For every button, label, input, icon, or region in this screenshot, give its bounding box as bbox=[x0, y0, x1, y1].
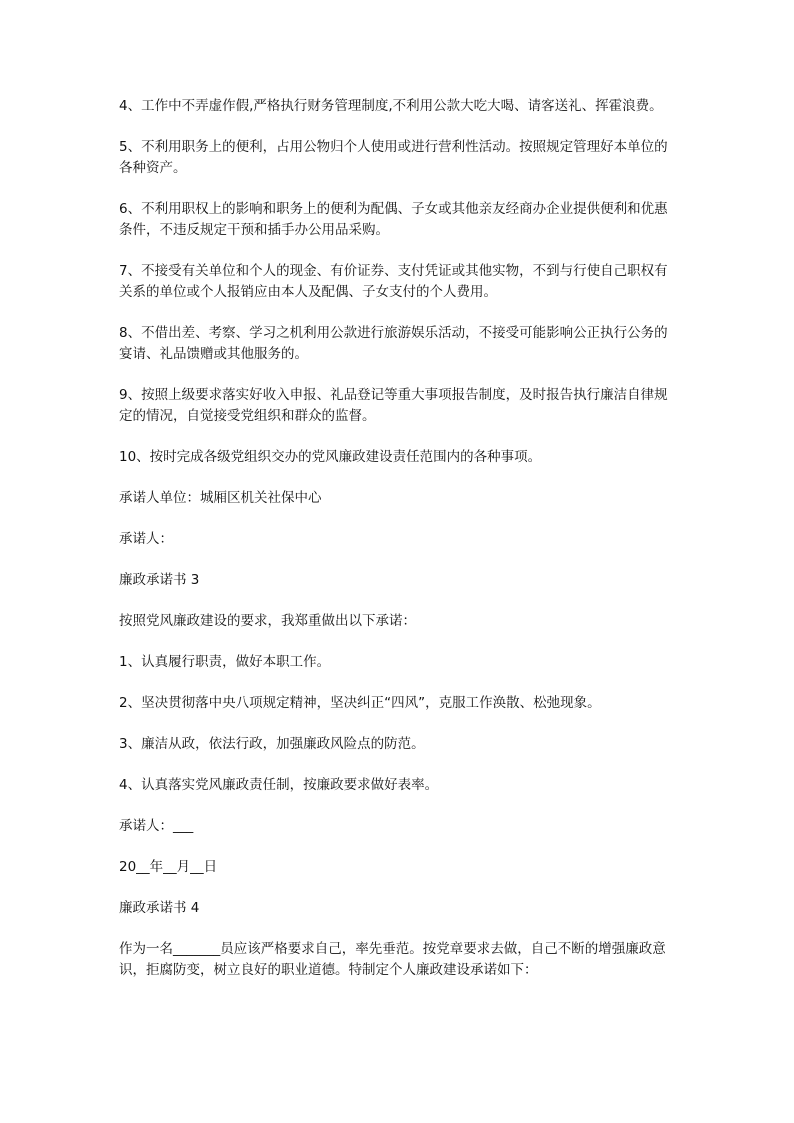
closing-intro-paragraph: 作为一名_______员应该严格要求自己，率先垂范。按党章要求去做，自己不断的增强廉政意识，拒腐防变，树立良好的职业道德。特制定个人廉政建设承诺如下： bbox=[119, 941, 666, 978]
promisor-line: 承诺人： bbox=[119, 531, 173, 547]
clause-5-paragraph: 5、不利用职务上的便利，占用公物归个人使用或进行营利性活动。按照规定管理好本单位的各种资产。 bbox=[119, 139, 668, 176]
clause-8-paragraph: 8、不借出差、考察、学习之机利用公款进行旅游娱乐活动，不接受可能影响公正执行公务的宴请、礼品馈赠或其他服务的。 bbox=[119, 325, 668, 362]
date-line: 20__年__月__日 bbox=[119, 859, 218, 875]
pledge-item-1: 1、认真履行职责，做好本职工作。 bbox=[119, 654, 331, 670]
signature-line: 承诺人：___ bbox=[119, 818, 194, 834]
section-heading-4: 廉政承诺书 4 bbox=[119, 900, 200, 916]
clause-9-paragraph: 9、按照上级要求落实好收入申报、礼品登记等重大事项报告制度，及时报告执行廉洁自律规定的情况，自觉接受党组织和群众的监督。 bbox=[119, 387, 668, 424]
pledge-item-2: 2、坚决贯彻落中央八项规定精神，坚决纠正“四风”，克服工作涣散、松弛现象。 bbox=[119, 695, 601, 711]
document-body bbox=[119, 96, 679, 1001]
clause-7-paragraph: 7、不接受有关单位和个人的现金、有价证券、支付凭证或其他实物，不到与行使自己职权有关系的单位或个人报销应由本人及配偶、子女支付的个人费用。 bbox=[119, 263, 668, 300]
clause-4-paragraph: 4、工作中不弄虚作假,严格执行财务管理制度,不利用公款大吃大喝、请客送礼、挥霍浪费。 bbox=[119, 98, 663, 114]
clause-6-paragraph: 6、不利用职权上的影响和职务上的便利为配偶、子女或其他亲友经商办企业提供便利和优惠条件，不违反规定干预和插手办公用品采购。 bbox=[119, 201, 668, 238]
pledge-item-3: 3、廉洁从政，依法行政，加强廉政风险点的防范。 bbox=[119, 736, 425, 752]
section-heading-3: 廉政承诺书 3 bbox=[119, 572, 200, 588]
intro-paragraph: 按照党风廉政建设的要求，我郑重做出以下承诺： bbox=[119, 613, 416, 629]
clause-10-paragraph: 10、按时完成各级党组织交办的党风廉政建设责任范围内的各种事项。 bbox=[119, 449, 542, 465]
promisor-unit-line: 承诺人单位：城厢区机关社保中心 bbox=[119, 490, 322, 506]
pledge-item-4: 4、认真落实党风廉政责任制，按廉政要求做好表率。 bbox=[119, 777, 439, 793]
